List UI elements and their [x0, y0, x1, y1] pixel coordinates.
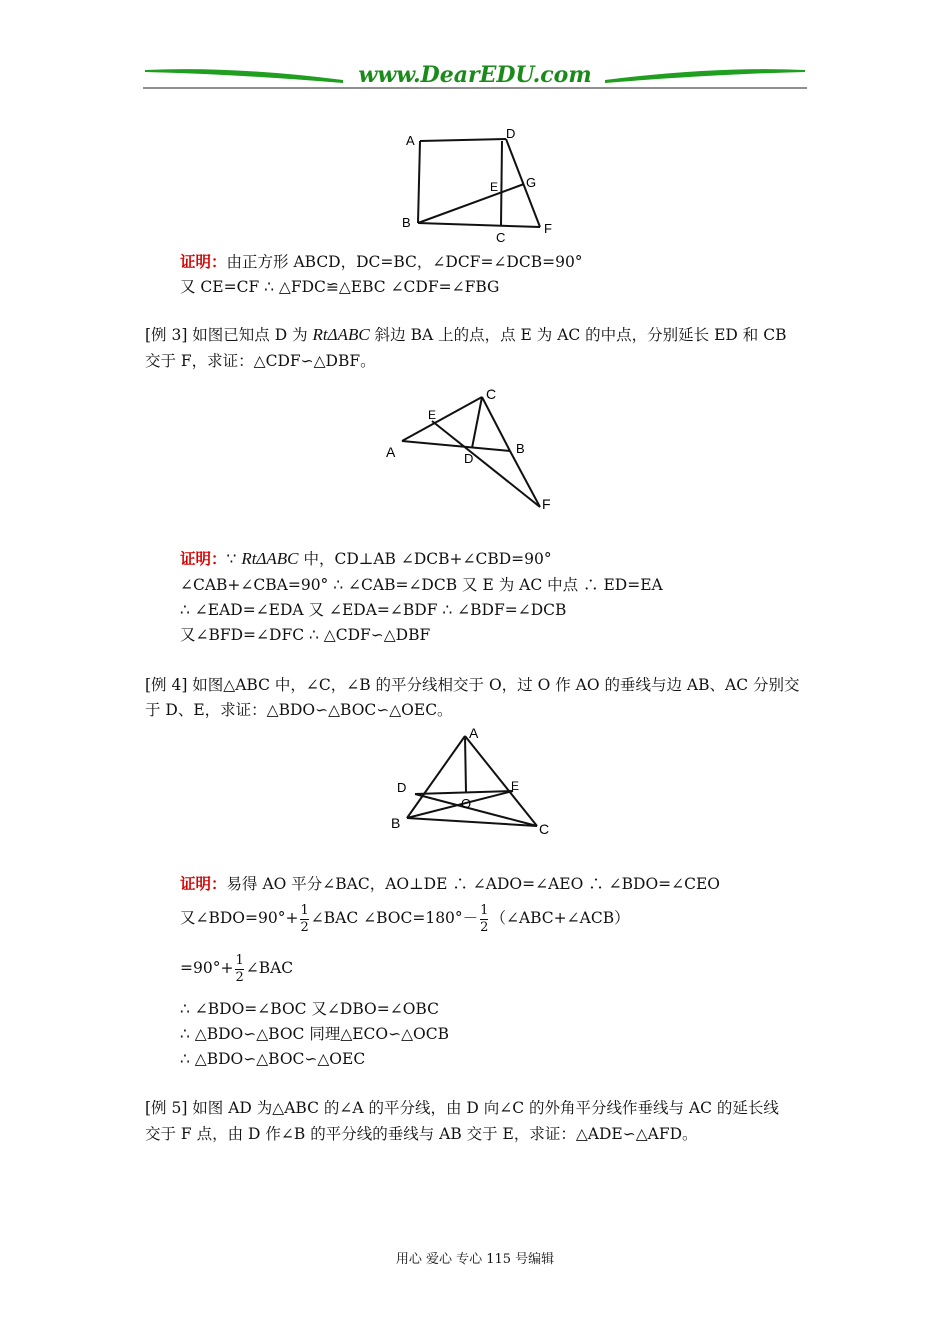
fig1-label-a: A: [406, 133, 415, 148]
example4-line2: 于 D、E，求证：△BDO∽△BOC∽△OEC。: [145, 701, 453, 719]
fraction-one-half: $\frac{1}{2}$: [480, 902, 489, 935]
right-swoosh: [605, 69, 805, 83]
proof1-line1: [180, 252, 583, 272]
example3-line2: 交于 F，求证：△CDF∽△DBF。: [145, 352, 376, 370]
page-footer: 用心 爱心 专心 115 号编辑: [395, 1252, 555, 1267]
example5-line1: [例 5] 如图 AD 为△ABC 的∠A 的平分线，由 D 向∠C 的外角平分线作垂线与 AC 的延长线: [145, 1099, 779, 1117]
fraction-one-half: $\frac{1}{2}$: [235, 952, 244, 985]
proof1-text1: 由正方形 ABCD，DC=BC，∠DCF=∠DCB=90°: [226, 253, 583, 271]
proof3-line4: 又∠BFD=∠DFC ∴ △CDF∽△DBF: [180, 626, 431, 644]
fig3-label-o: O: [461, 796, 472, 811]
proof4-line3: =90°+ $\frac{1}{2}$ ∠BAC: [180, 952, 294, 985]
example3-line1: [例 3] 如图已知点 D 为 RtΔABC 斜边 BA 上的点，点 E 为 AC 的中点，分别延长 ED 和 CB: [145, 325, 787, 344]
fig2-label-f: F: [542, 496, 551, 512]
fig2-label-d: D: [464, 451, 474, 466]
rt-triangle-symbol: RtΔABC: [241, 549, 299, 568]
proof3-line1: 证明：∵ RtΔABC 中，CD⊥AB ∠DCB+∠CBD=90°: [180, 549, 552, 568]
proof4-line1: 证明：易得 AO 平分∠BAC，AO⊥DE ∴ ∠ADO=∠AEO ∴ ∠BDO=∠CEO: [180, 874, 721, 893]
figure-square-diagram: [400, 125, 560, 243]
page-header: [143, 60, 807, 92]
proof-label: 证明：: [180, 874, 227, 893]
proof1-line2: 又 CE=CF ∴ △FDC≌△EBC ∠CDF=∠FBG: [180, 278, 500, 296]
fig3-label-d: D: [397, 780, 407, 795]
fig3-label-e: E: [511, 779, 520, 793]
example5-line2: 交于 F 点，由 D 作∠B 的平分线的垂线与 AB 交于 E，求证：△ADE∽△AFD。: [145, 1125, 698, 1143]
figure-right-triangle-diagram: [382, 385, 562, 517]
left-swoosh: [145, 69, 343, 83]
fig1-label-c: C: [496, 230, 506, 243]
proof3-line2: ∠CAB+∠CBA=90° ∴ ∠CAB=∠DCB 又 E 为 AC 中点 ∴ ED=EA: [180, 576, 663, 594]
fig3-label-c: C: [539, 821, 550, 837]
proof4-line2: 又∠BDO=90°+ $\frac{1}{2}$ ∠BAC ∠BOC=180°－ $\frac{1}{2}$ （∠ABC+∠ACB）: [180, 902, 630, 935]
fig1-label-f: F: [544, 221, 552, 236]
fig1-label-e: E: [490, 180, 499, 194]
fig2-label-a: A: [386, 444, 396, 460]
fig1-label-g: G: [526, 175, 537, 190]
fig2-label-b: B: [516, 441, 525, 456]
fig2-label-e: E: [428, 408, 437, 422]
proof4-line6: ∴ △BDO∽△BOC∽△OEC: [180, 1050, 366, 1068]
fig1-label-b: B: [402, 215, 411, 230]
fig1-label-d: D: [506, 126, 516, 141]
site-logo-text: www.DearEDU.com: [358, 62, 592, 88]
fig3-label-b: B: [391, 815, 401, 831]
proof-label: 证明：: [180, 549, 227, 568]
rt-triangle-symbol: RtΔABC: [312, 325, 370, 344]
proof4-line5: ∴ △BDO∽△BOC 同理△ECO∽△OCB: [180, 1025, 449, 1043]
proof-label: 证明：: [180, 252, 227, 271]
proof3-line3: ∴ ∠EAD=∠EDA 又 ∠EDA=∠BDF ∴ ∠BDF=∠DCB: [180, 601, 567, 619]
fig3-label-a: A: [469, 725, 479, 741]
example4-line1: [例 4] 如图△ABC 中，∠C，∠B 的平分线相交于 O，过 O 作 AO 的垂线与边 AB、AC 分别交: [145, 676, 800, 694]
fig2-label-c: C: [486, 386, 497, 402]
proof4-line4: ∴ ∠BDO=∠BOC 又∠DBO=∠OBC: [180, 1000, 439, 1018]
figure-angle-bisector-diagram: [385, 722, 560, 840]
fraction-one-half: $\frac{1}{2}$: [300, 902, 309, 935]
